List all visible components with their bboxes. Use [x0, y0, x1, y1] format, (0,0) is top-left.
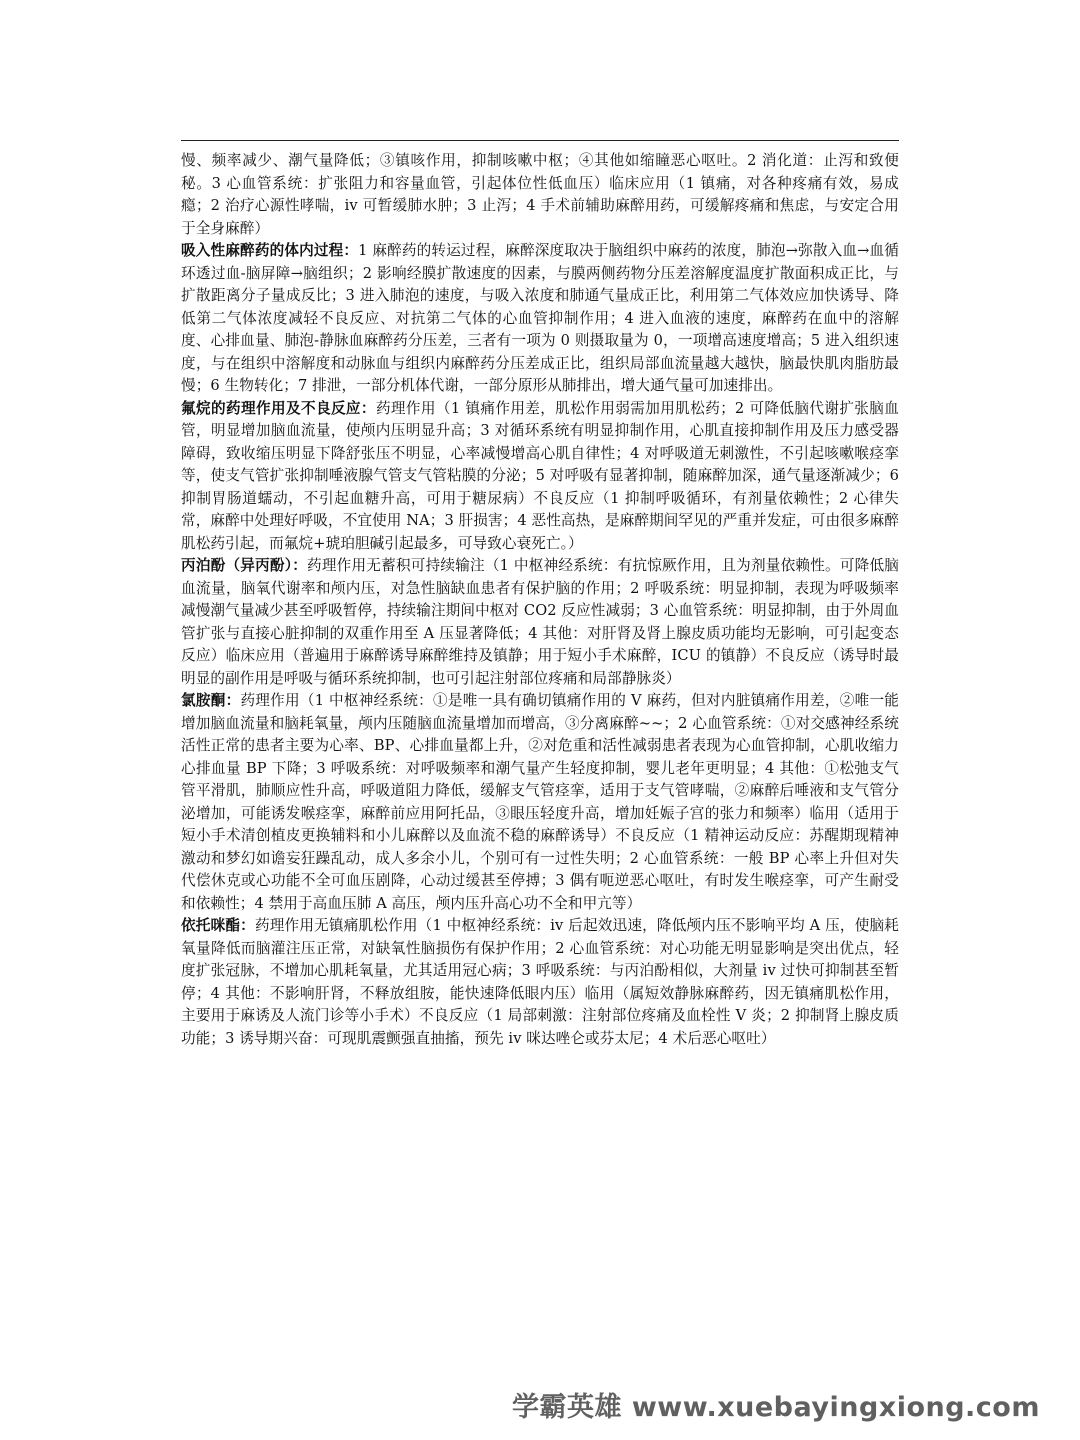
section-heading: 丙泊酚（异丙酚）：: [181, 557, 308, 574]
section-heading: 吸入性麻醉药的体内过程：: [181, 242, 359, 259]
site-watermark: 学霸英雄 www.xuebayingxiong.com: [511, 1392, 1040, 1423]
document-body: [181, 150, 899, 1050]
paragraph-halothane: [181, 398, 899, 556]
section-heading: 氯胺酮：: [181, 692, 241, 709]
paragraph-text: 1 麻醉药的转运过程，麻醉深度取决于脑组织中麻药的浓度，肺泡→弥散入血→血循环透过血-脑屏障→脑组织；2 影响经膜扩散速度的因素，与膜两侧药物分压差溶解度温度扩散面积成正比，与扩散距离分子量成反比；3 进入肺泡的速度，与吸入浓度和肺通气量成正比，利用第二气体效应加快诱导、降低第二气体浓度减轻不良反应、对抗第二气体的心血管抑制作用；4 进入血液的速度，麻醉药在血中的溶解度、心排血量、肺泡-静脉血麻醉药分压差，三者有一项为 0 则摄取量为 0，一项增高速度增高；5 进入组织速度，与在组织中溶解度和动脉血与组织内麻醉药分压差成正比，组织局部血流量越大越快，脑最快肌肉脂肪最慢；6 生物转化；7 排泄，一部分机体代谢，一部分原形从肺排出，增大通气量可加速排出。: [181, 242, 899, 394]
paragraph-inhaled-anesthetics: [181, 240, 899, 398]
paragraph-text: 药理作用（1 镇痛作用差，肌松作用弱需加用肌松药；2 可降低脑代谢扩张脑血管，明显增加脑血流量，使颅内压明显升高；3 对循环系统有明显抑制作用，心肌直接抑制作用及压力感受器障碍，致收缩压明显下降舒张压不明显，心率减慢增高心肌自律性；4 对呼吸道无刺激性，不引起咳嗽喉痉挛等，使支气管扩张抑制唾液腺气管支气管粘膜的分泌；5 对呼吸有显著抑制，随麻醉加深，通气量逐渐减少；6 抑制胃肠道蠕动，不引起血糖升高，可用于糖尿病）不良反应（1 抑制呼吸循环，有剂量依赖性；2 心律失常，麻醉中处理好呼吸，不宜使用 NA；3 肝损害；4 恶性高热，是麻醉期间罕见的严重并发症，可由很多麻醉肌松药引起，而氟烷+琥珀胆碱引起最多，可导致心衰死亡。）: [181, 399, 899, 552]
paragraph-ketamine: [181, 690, 899, 915]
paragraph-text: 慢、频率减少、潮气量降低；③镇咳作用，抑制咳嗽中枢；④其他如缩瞳恶心呕吐。2 消化道：止泻和致便秘。3 心血管系统：扩张阻力和容量血管，引起体位性低血压）临床应用（1 镇痛，对各种疼痛有效，易成瘾；2 治疗心源性哮喘，iv 可暂缓肺水肿；3 止泻；4 手术前辅助麻醉用药，可缓解疼痛和焦虑，与安定合用于全身麻醉）: [181, 152, 899, 237]
paragraph-text: 药理作用（1 中枢神经系统：①是唯一具有确切镇痛作用的 V 麻药，但对内脏镇痛作用差，②唯一能增加脑血流量和脑耗氧量，颅内压随脑血流量增加而增高，③分离麻醉~~；2 心血管系统：①对交感神经系统活性正常的患者主要为心率、BP、心排血量都上升，②对危重和活性减弱患者表现为心血管抑制，心肌收缩力心排血量 BP 下降；3 呼吸系统：对呼吸频率和潮气量产生轻度抑制，婴儿老年更明显；4 其他：①松弛支气管平滑肌，肺顺应性升高，呼吸道阻力降低，缓解支气管痉挛，适用于支气管哮喘，②麻醉后唾液和支气管分泌增加，可能诱发喉痉挛，麻醉前应用阿托品，③眼压轻度升高，增加妊娠子宫的张力和频率）临用（适用于短小手术清创植皮更换辅料和小儿麻醉以及血流不稳的麻醉诱导）不良反应（1 精神运动反应：苏醒期现精神激动和梦幻如谵妄狂躁乱动，成人多余小儿，个别可有一过性失明；2 心血管系统：一般 BP 心率上升但对失代偿休克或心功能不全可血压剧降，心动过缓甚至停搏；3 偶有呃逆恶心呕吐，有时发生喉痉挛，可产生耐受和依赖性；4 禁用于高血压肺 A 高压，颅内压升高心功不全和甲亢等）: [181, 692, 899, 912]
header-rule: [181, 140, 899, 141]
paragraph-etomidate: [181, 915, 899, 1050]
paragraph-text: 药理作用无镇痛肌松作用（1 中枢神经系统：iv 后起效迅速，降低颅内压不影响平均 A 压，使脑耗氧量降低而脑灌注压正常，对缺氧性脑损伤有保护作用；2 心血管系统：对心功能无明显影响是突出优点，轻度扩张冠脉，不增加心肌耗氧量，尤其适用冠心病；3 呼吸系统：与丙泊酚相似，大剂量 iv 过快可抑制甚至暂停；4 其他：不影响肝肾，不释放组胺，能快速降低眼内压）临用（属短效静脉麻醉药，因无镇痛肌松作用，主要用于麻诱及人流门诊等小手术）不良反应（1 局部刺激：注射部位疼痛及血栓性 V 炎；2 抑制肾上腺皮质功能；3 诱导期兴奋：可现肌震颤强直抽搐，预先 iv 咪达唑仑或芬太尼；4 术后恶心呕吐）: [181, 917, 899, 1047]
section-heading: 氟烷的药理作用及不良反应：: [181, 399, 376, 417]
paragraph-propofol: [181, 555, 899, 690]
paragraph-morphine-continued: [181, 150, 899, 240]
section-heading: 依托咪酯：: [181, 917, 255, 934]
paragraph-text: 药理作用无蓄积可持续输注（1 中枢神经系统：有抗惊厥作用，且为剂量依赖性。可降低脑血流量，脑氧代谢率和颅内压，对急性脑缺血患者有保护脑的作用；2 呼吸系统：明显抑制，表现为呼吸频率减慢潮气量减少甚至呼吸暂停，持续输注期间中枢对 CO2 反应性减弱；3 心血管系统：明显抑制，由于外周血管扩张与直接心脏抑制的双重作用至 A 压显著降低；4 其他：对肝肾及肾上腺皮质功能均无影响，可引起变态反应）临床应用（普遍用于麻醉诱导麻醉维持及镇静；用于短小手术麻醉，ICU 的镇静）不良反应（诱导时最明显的副作用是呼吸与循环系统抑制，也可引起注射部位疼痛和局部静脉炎）: [181, 557, 899, 687]
